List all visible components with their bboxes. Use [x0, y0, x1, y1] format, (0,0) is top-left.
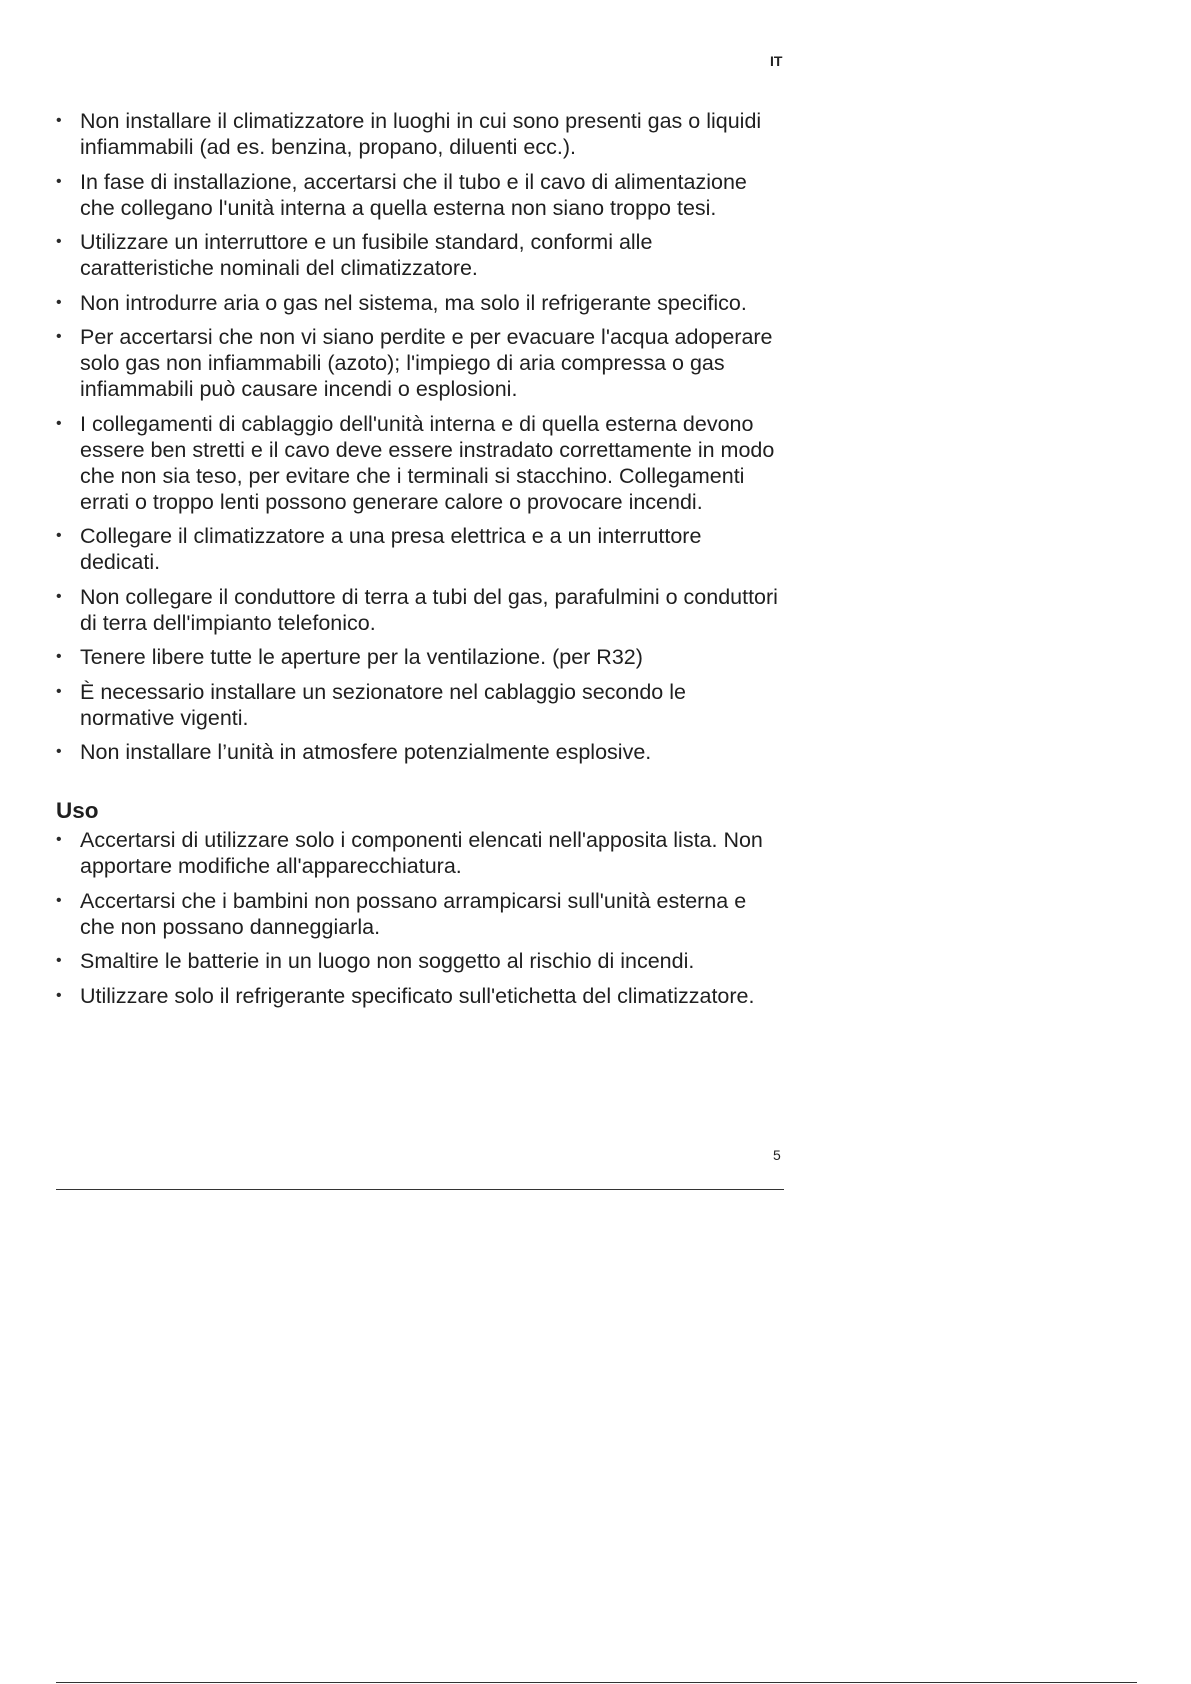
bullet-icon: •	[56, 527, 62, 544]
section-heading-uso: Uso	[56, 798, 99, 823]
safety-list	[56, 108, 786, 765]
bullet-icon: •	[56, 233, 62, 250]
list-item: • È necessario installare un sezionatore nel cablaggio secondo le normative vigenti.	[56, 679, 686, 730]
list-item: • In fase di installazione, accertarsi che il tubo e il cavo di alimentazione che collegano l'unità interna a quella esterna non siano troppo tesi.	[56, 169, 747, 220]
manual-content	[56, 108, 786, 1017]
list-item: • Utilizzare un interruttore e un fusibile standard, conformi alle caratteristiche nominali del climatizzatore.	[56, 230, 653, 280]
uso-list	[56, 827, 786, 1009]
list-item: • Non introdurre aria o gas nel sistema, ma solo il refrigerante specifico.	[56, 290, 747, 315]
list-item: • Non installare il climatizzatore in luoghi in cui sono presenti gas o liquidi infiammabili (ad es. benzina, propano, diluenti ecc.).	[56, 109, 762, 159]
page-divider	[56, 1189, 784, 1190]
bullet-icon: •	[56, 743, 62, 760]
bullet-icon: •	[56, 682, 62, 700]
bullet-icon: •	[56, 587, 62, 605]
list-item: • I collegamenti di cablaggio dell'unità interna e di quella esterna devono essere ben stretti e il cavo deve essere instradato correttamente in modo che non sia teso, per evitare che i terminali si stacchino. Collegamenti errati o troppo lenti possono generare calore o provocare incendi.	[56, 411, 775, 514]
list-item: • Tenere libere tutte le aperture per la ventilazione. (per R32)	[56, 645, 643, 669]
language-tag: IT	[770, 53, 783, 69]
bullet-icon: •	[56, 172, 62, 190]
list-item: • Non installare l’unità in atmosfere potenzialmente esplosive.	[56, 740, 652, 764]
bullet-icon: •	[56, 648, 62, 665]
list-item: • Utilizzare solo il refrigerante specificato sull'etichetta del climatizzatore.	[56, 983, 755, 1008]
bullet-icon: •	[56, 831, 62, 848]
page-number: 5	[773, 1147, 781, 1163]
bullet-icon: •	[56, 891, 62, 909]
bullet-icon: •	[56, 414, 62, 432]
bullet-icon: •	[56, 112, 62, 129]
list-item: • Accertarsi che i bambini non possano arrampicarsi sull'unità esterna e che non possano danneggiarla.	[56, 888, 747, 939]
list-item: • Accertarsi di utilizzare solo i componenti elencati nell'apposita lista. Non apportare modifiche all'apparecchiatura.	[56, 828, 763, 878]
bullet-icon: •	[56, 986, 62, 1004]
bullet-icon: •	[56, 328, 62, 345]
bullet-icon: •	[56, 952, 62, 969]
list-item: • Smaltire le batterie in un luogo non soggetto al rischio di incendi.	[56, 949, 695, 973]
list-item: • Collegare il climatizzatore a una presa elettrica e a un interruttore dedicati.	[56, 524, 702, 574]
page-bottom-divider	[56, 1682, 1137, 1683]
list-item: • Per accertarsi che non vi siano perdite e per evacuare l'acqua adoperare solo gas non infiammabili (azoto); l'impiego di aria compressa o gas infiammabili può causare incendi o esplosioni.	[56, 325, 773, 401]
list-item: • Non collegare il conduttore di terra a tubi del gas, parafulmini o conduttori di terra dell'impianto telefonico.	[56, 584, 778, 635]
bullet-icon: •	[56, 293, 62, 311]
